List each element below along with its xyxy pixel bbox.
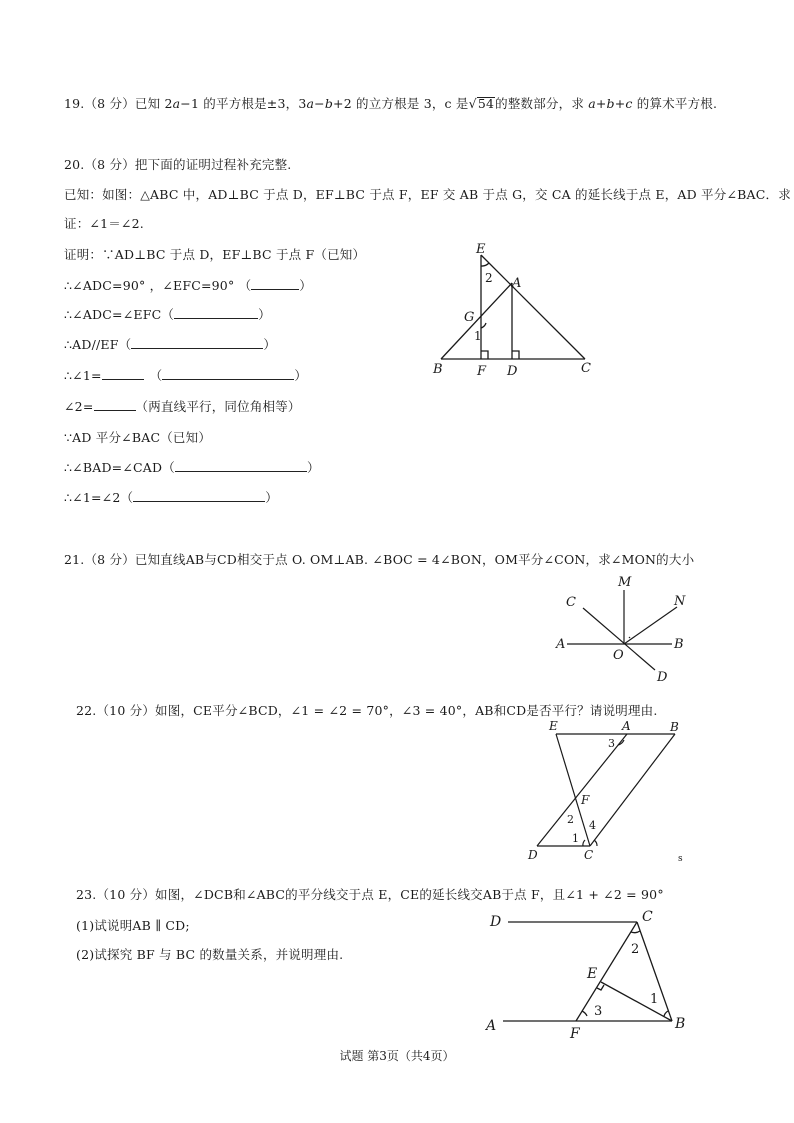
question-23-part1: (1)试说明AB ∥ CD;: [76, 918, 190, 933]
label-angle-1: 1: [474, 329, 482, 343]
question-22: 22.（10 分）如图，CE平分∠BCD，∠1 = ∠2 = 70°，∠3 = 40°，AB和CD是否平行？请说明理由.: [76, 703, 658, 718]
label-angle-3: 3: [608, 737, 615, 750]
label-f: F: [477, 364, 487, 379]
label-f: F: [570, 1026, 580, 1042]
label-a: A: [486, 1018, 497, 1034]
label-g: G: [464, 310, 475, 325]
proof-line: ∴∠BAD=∠CAD（ ）: [64, 460, 320, 475]
question-19: 19.（8 分）已知 2a−1 的平方根是±3，3a−b+2 的立方根是 3，c 是√54的整数部分，求 a+b+c 的算术平方根.: [64, 96, 718, 111]
label-e: E: [476, 242, 486, 257]
label-f: F: [581, 793, 590, 807]
segment-cf: [576, 922, 640, 1021]
question-23: 23.（10 分）如图，∠DCB和∠ABC的平分线交于点 E，CE的延长线交AB于点 F，且∠1 + ∠2 = 90°: [76, 887, 664, 902]
question-20-title: 20.（8 分）把下面的证明过程补充完整.: [64, 157, 292, 172]
proof-line: ∵AD 平分∠BAC（已知）: [64, 430, 212, 445]
label-angle-2: 2: [567, 813, 574, 826]
label-c: C: [566, 595, 576, 610]
label-d: D: [528, 848, 538, 862]
label-n: N: [674, 594, 686, 609]
proof-line: ∴∠1= （ ）: [64, 368, 308, 383]
label-c: C: [581, 361, 591, 376]
label-d: D: [657, 670, 668, 685]
label-angle-2: 2: [485, 271, 493, 285]
label-d: D: [507, 364, 518, 379]
sqrt-symbol: √: [468, 96, 477, 111]
angle-arc-3: [582, 1011, 587, 1016]
label-b: B: [670, 720, 679, 734]
angle-arc-2: [631, 931, 640, 933]
question-20-given: 已知：如图：△ABC 中，AD⊥BC 于点 D，EF⊥BC 于点 F，EF 交 AB 于点 G，交 CA 的延长线于点 E，AD 平分∠BAC．求: [64, 187, 791, 202]
label-c: C: [642, 909, 653, 925]
label-e: E: [587, 966, 598, 982]
angle-arc-1: [664, 1011, 668, 1016]
label-d: D: [490, 914, 502, 930]
proof-line: ∠2= （两直线平行，同位角相等）: [64, 399, 301, 414]
proof-line: ∴∠1=∠2（ ）: [64, 490, 278, 505]
label-o: O: [613, 648, 624, 663]
label-angle-3: 3: [594, 1004, 603, 1019]
question-21: 21.（8 分）已知直线AB与CD相交于点 O. OM⊥AB. ∠BOC = 4∠BON，OM平分∠CON，求∠MON的大小: [64, 552, 695, 567]
margin-mark: s: [678, 854, 683, 864]
label-a: A: [512, 276, 522, 291]
label-angle-1: 1: [572, 832, 579, 845]
segment-be: [601, 982, 672, 1021]
proof-line: ∴AD//EF（ ）: [64, 337, 277, 352]
label-a: A: [622, 719, 631, 733]
proof-line: 证明：∵AD⊥BC 于点 D，EF⊥BC 于点 F（已知）: [64, 247, 366, 262]
label-e: E: [549, 719, 558, 733]
label-c: C: [584, 848, 594, 862]
proof-line: ∴∠ADC=90° ，∠EFC=90° （ ）: [64, 278, 312, 293]
proof-line: ∴∠ADC=∠EFC（ ）: [64, 307, 271, 322]
label-b: B: [433, 362, 443, 377]
page-footer: 试题 第3页（共4页）: [339, 1049, 455, 1063]
question-20-given-cont: 证：∠1＝∠2.: [64, 216, 144, 231]
label-a: A: [556, 637, 566, 652]
label-angle-4: 4: [589, 819, 596, 832]
question-23-part2: (2)试探究 BF 与 BC 的数量关系，并说明理由.: [76, 947, 344, 962]
label-m: M: [618, 575, 632, 590]
label-angle-2: 2: [631, 942, 640, 957]
label-b: B: [674, 637, 684, 652]
label-b: B: [675, 1016, 686, 1032]
label-angle-1: 1: [650, 992, 659, 1007]
sqrt-radicand: 54: [477, 96, 495, 111]
